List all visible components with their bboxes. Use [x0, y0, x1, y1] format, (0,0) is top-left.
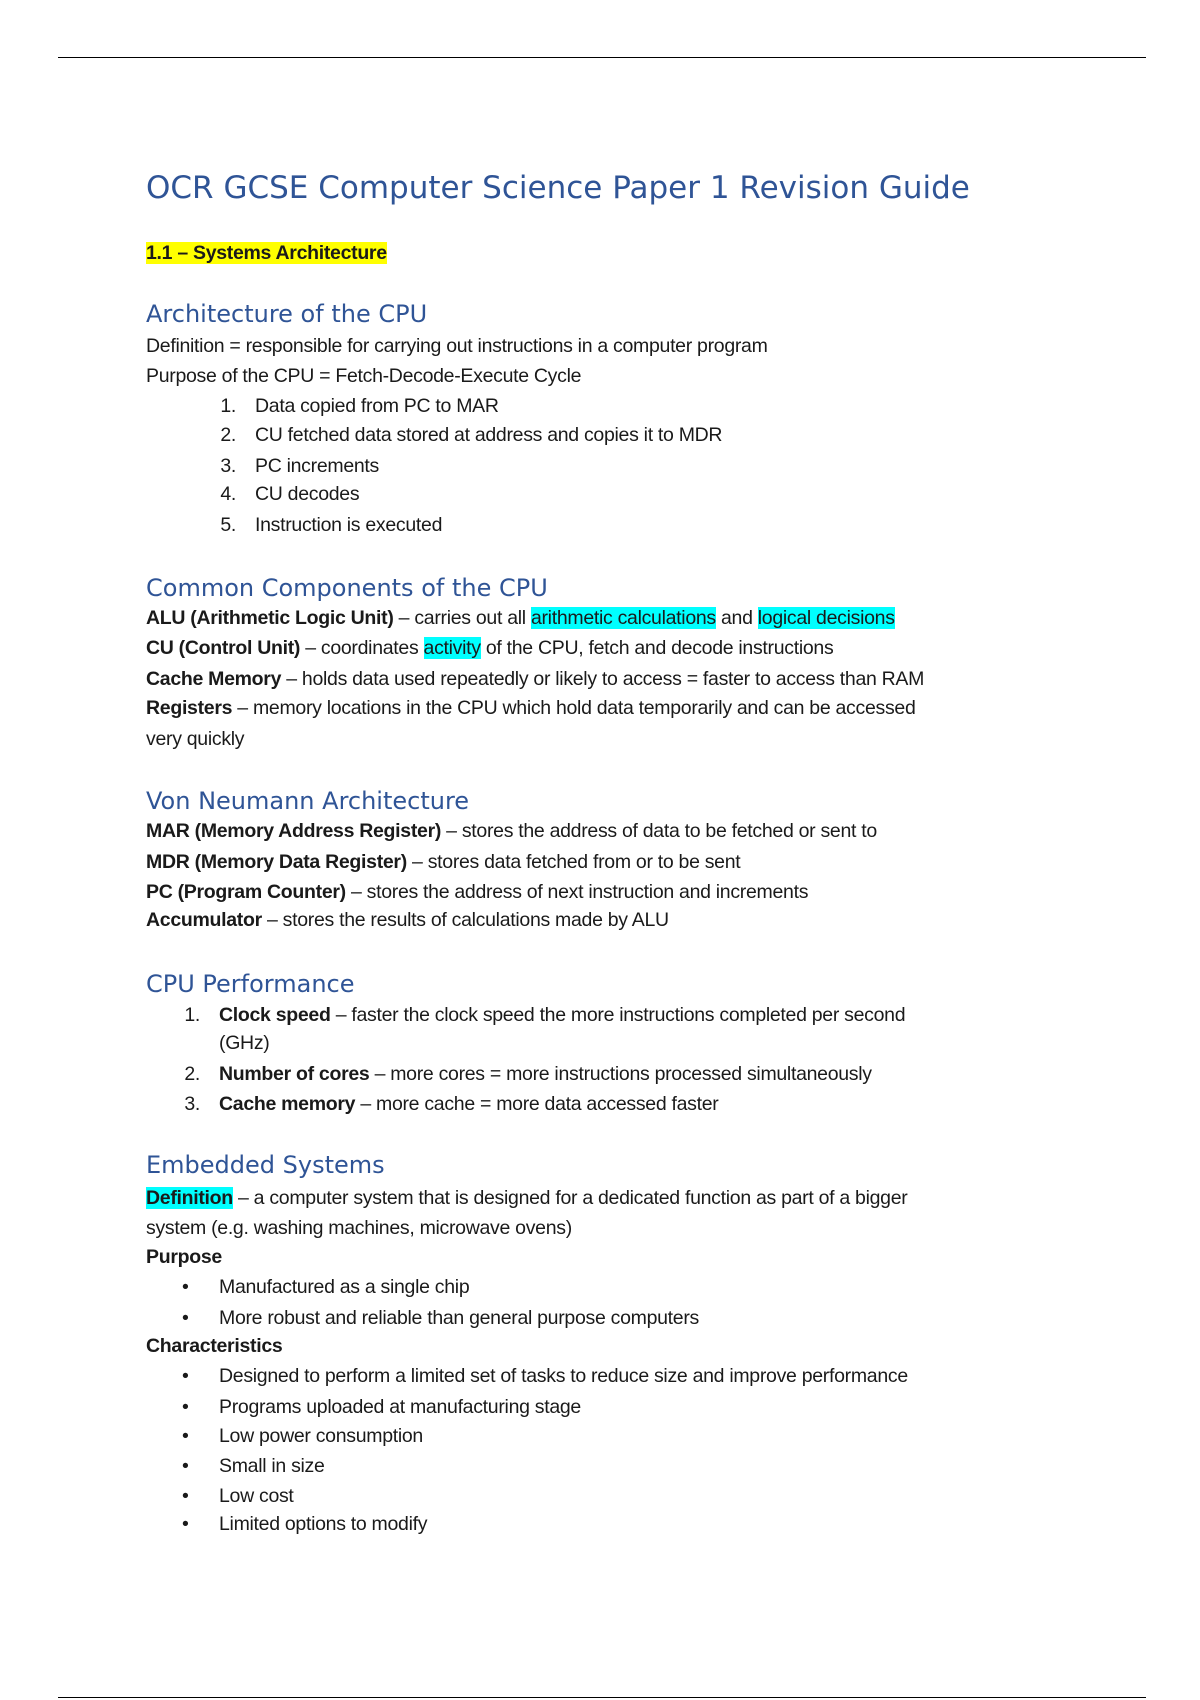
heading-architecture: Architecture of the CPU — [146, 300, 428, 328]
characteristic-item: • Low power consumption — [182, 1425, 423, 1447]
characteristic-item: • Programs uploaded at manufacturing stage — [182, 1396, 581, 1418]
characteristics-label: Characteristics — [146, 1335, 283, 1357]
characteristic-item: • Small in size — [182, 1455, 325, 1477]
performance-item: 2. Number of cores – more cores = more instructions processed simultaneously — [184, 1063, 872, 1085]
purpose-item: • Manufactured as a single chip — [182, 1276, 470, 1298]
purpose-item: • More robust and reliable than general purpose computers — [182, 1307, 699, 1329]
step-item: 2. CU fetched data stored at address and copies it to MDR — [220, 424, 723, 446]
footer-rule — [58, 1697, 1146, 1698]
performance-item: 3. Cache memory – more cache = more data accessed faster — [184, 1093, 719, 1115]
section-heading: 1.1 – Systems Architecture — [146, 242, 387, 264]
arch-definition: Definition = responsible for carrying out instructions in a computer program — [146, 335, 768, 357]
step-item: 5. Instruction is executed — [220, 514, 443, 536]
arch-purpose: Purpose of the CPU = Fetch-Decode-Execute Cycle — [146, 365, 582, 387]
register-item: Accumulator – stores the results of calculations made by ALU — [146, 909, 669, 931]
heading-embedded: Embedded Systems — [146, 1151, 385, 1179]
step-item: 4. CU decodes — [220, 483, 360, 505]
register-item: PC (Program Counter) – stores the address of next instruction and increments — [146, 881, 809, 903]
heading-performance: CPU Performance — [146, 970, 355, 998]
register-item: MDR (Memory Data Register) – stores data fetched from or to be sent — [146, 851, 741, 873]
component-cache: Cache Memory – holds data used repeatedly or likely to access = faster to access than RAM — [146, 668, 925, 690]
characteristic-item: • Low cost — [182, 1485, 294, 1507]
page-title: OCR GCSE Computer Science Paper 1 Revision Guide — [146, 170, 970, 206]
header-rule — [58, 57, 1146, 58]
characteristic-item: • Designed to perform a limited set of tasks to reduce size and improve performance — [182, 1365, 908, 1387]
component-cu: CU (Control Unit) – coordinates activity of the CPU, fetch and decode instructions — [146, 637, 834, 659]
step-item: 1. Data copied from PC to MAR — [220, 395, 499, 417]
step-item: 3. PC increments — [220, 455, 379, 477]
component-registers-cont: very quickly — [146, 728, 245, 750]
component-alu: ALU (Arithmetic Logic Unit) – carries out all arithmetic calculations and logical decisions — [146, 607, 895, 629]
component-registers: Registers – memory locations in the CPU which hold data temporarily and can be accessed — [146, 697, 916, 719]
heading-components: Common Components of the CPU — [146, 574, 548, 602]
performance-item-cont: (GHz) — [219, 1032, 270, 1054]
embedded-definition-cont: system (e.g. washing machines, microwave ovens) — [146, 1217, 572, 1239]
performance-item: 1. Clock speed – faster the clock speed the more instructions completed per second — [184, 1004, 906, 1026]
characteristic-item: • Limited options to modify — [182, 1513, 428, 1535]
register-item: MAR (Memory Address Register) – stores the address of data to be fetched or sent to — [146, 820, 877, 842]
heading-von-neumann: Von Neumann Architecture — [146, 787, 470, 815]
embedded-definition: Definition – a computer system that is designed for a dedicated function as part of a bigger — [146, 1187, 908, 1209]
purpose-label: Purpose — [146, 1246, 222, 1268]
